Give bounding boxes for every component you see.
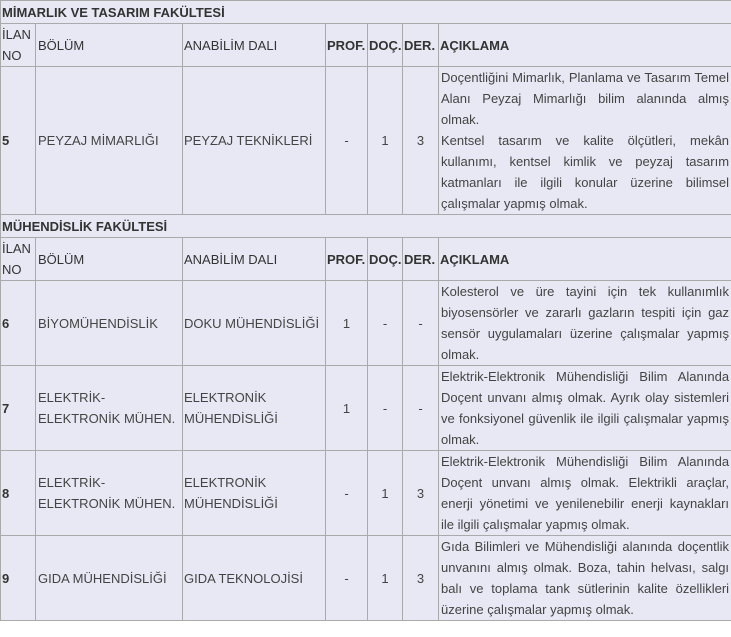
doc-count: -	[368, 366, 403, 451]
header-aciklama: AÇIKLAMA	[439, 238, 731, 281]
aciklama-paragraph: Gıda Bilimleri ve Mühendisliği alanında doçentlik unvanını almış olmak. Boza, tahin helvası, salgı balı ve toplama tank sütlerinin kalite özellikleri üzerine çalışmalar yapmış olmak.	[441, 539, 730, 617]
table-row	[1, 451, 731, 536]
anabilim-dali: ELEKTRONİK MÜHENDİSLİĞİ	[183, 451, 326, 536]
aciklama-paragraph: Elektrik-Elektronik Mühendisliği Bilim Alanında Doçent unvanı almış olmak. Ayrık olay sistemleri ve fonksiyonel güvenlik ile ilgili çalışmalar yapmış olmak.	[441, 369, 730, 447]
anabilim-dali: DOKU MÜHENDİSLİĞİ	[183, 281, 326, 366]
aciklama-paragraph: Kentsel tasarım ve kalite ölçütleri, mekân kullanımı, kentsel kimlik ve peyzaj tasarım katmanları ile ilgili konular üzerine bilimsel çalışmalar yapmış olmak.	[441, 133, 730, 211]
doc-count: 1	[368, 67, 403, 215]
aciklama	[439, 281, 731, 366]
bolum: ELEKTRİK-ELEKTRONİK MÜHEN.	[36, 366, 183, 451]
header-aciklama: AÇIKLAMA	[439, 24, 731, 67]
doc-count: -	[368, 281, 403, 366]
prof-count: -	[326, 536, 368, 621]
doc-count: 1	[368, 451, 403, 536]
doc-count: 1	[368, 536, 403, 621]
faculty-title: MİMARLIK VE TASARIM FAKÜLTESİ	[1, 1, 731, 24]
aciklama	[439, 366, 731, 451]
faculty-row	[1, 215, 731, 238]
table-row	[1, 536, 731, 621]
table-row	[1, 366, 731, 451]
ilan-no: 9	[1, 536, 36, 621]
prof-count: 1	[326, 366, 368, 451]
der-count: 3	[403, 67, 439, 215]
faculty-title: MÜHENDİSLİK FAKÜLTESİ	[1, 215, 731, 238]
aciklama-paragraph: Doçentliğini Mimarlık, Planlama ve Tasarım Temel Alanı Peyzaj Mimarlığı bilim alanında almış olmak.	[441, 70, 730, 127]
header-ilan-no: İLAN NO	[1, 238, 36, 281]
header-prof: PROF.	[326, 238, 368, 281]
header-anabilim: ANABİLİM DALI	[183, 24, 326, 67]
bolum: BİYOMÜHENDİSLİK	[36, 281, 183, 366]
table-row	[1, 67, 731, 215]
anabilim-dali: ELEKTRONİK MÜHENDİSLİĞİ	[183, 366, 326, 451]
der-count: 3	[403, 451, 439, 536]
header-der: DER.	[403, 238, 439, 281]
der-count: 3	[403, 536, 439, 621]
header-doc: DOÇ.	[368, 238, 403, 281]
prof-count: -	[326, 451, 368, 536]
ilan-no: 5	[1, 67, 36, 215]
header-anabilim: ANABİLİM DALI	[183, 238, 326, 281]
der-count: -	[403, 366, 439, 451]
header-ilan-no: İLAN NO	[1, 24, 36, 67]
der-count: -	[403, 281, 439, 366]
ilan-no: 6	[1, 281, 36, 366]
aciklama-paragraph: Kolesterol ve üre tayini için tek kullanımlık biyosensörler ve zararlı gazların tespiti için gaz sensör uygulamaları üzerine çalışmalar yapmış olmak.	[441, 284, 730, 362]
prof-count: 1	[326, 281, 368, 366]
header-bolum: BÖLÜM	[36, 24, 183, 67]
faculty-row	[1, 1, 731, 24]
bolum: PEYZAJ MİMARLIĞI	[36, 67, 183, 215]
header-bolum: BÖLÜM	[36, 238, 183, 281]
anabilim-dali: PEYZAJ TEKNİKLERİ	[183, 67, 326, 215]
aciklama	[439, 536, 731, 621]
anabilim-dali: GIDA TEKNOLOJİSİ	[183, 536, 326, 621]
header-row	[1, 24, 731, 67]
header-doc: DOÇ.	[368, 24, 403, 67]
ilan-no: 8	[1, 451, 36, 536]
table-row	[1, 281, 731, 366]
prof-count: -	[326, 67, 368, 215]
aciklama	[439, 67, 731, 215]
bolum: GIDA MÜHENDİSLİĞİ	[36, 536, 183, 621]
header-der: DER.	[403, 24, 439, 67]
ilan-no: 7	[1, 366, 36, 451]
aciklama-paragraph: Elektrik-Elektronik Mühendisliği Bilim Alanında Doçent unvanı almış olmak. Elektrikli araçlar, enerji yönetimi ve yenilenebilir enerji kaynakları ile ilgili çalışmalar yapmış olmak.	[441, 454, 730, 532]
bolum: ELEKTRİK-ELEKTRONİK MÜHEN.	[36, 451, 183, 536]
header-row	[1, 238, 731, 281]
aciklama	[439, 451, 731, 536]
header-prof: PROF.	[326, 24, 368, 67]
